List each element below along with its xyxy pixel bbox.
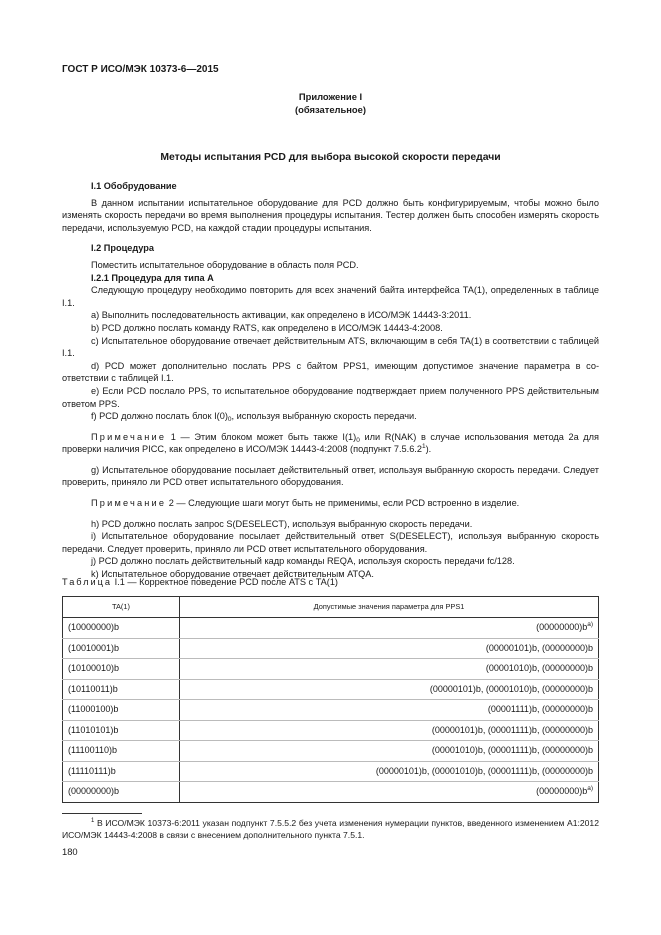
cell-pps: (00001111)b, (00000000)b [180,700,599,721]
note-1-text-2: или R(NAK) в случае использования метода 2а для проверки наличия PICC, как определено в ИСО/МЭК 14443-4:2008 (подпункт 7.5.6.2 [62,431,599,455]
page-number: 180 [62,846,78,857]
cell-ta: (10100010)b [63,659,180,680]
step-f-text: f) PCD должно послать блок I(0) [91,411,228,422]
step-b: b) PCD должно послать команду RATS, как определено в ИСО/МЭК 14443-4:2008. [91,322,443,333]
table-caption-label: Таблица [62,577,113,587]
cell-pps-value: (00000000)b [536,622,588,633]
step-e: e) Если PCD послало PPS, то испытательное оборудование подтверждает прием полученного PPS действительным ответом PPS. [62,385,599,409]
table-caption [62,576,338,589]
table-row [63,741,599,762]
col-header-pps: Допустимые значения параметра для PPS1 [180,597,599,618]
cell-pps: (00000101)b, (00001111)b, (00000000)b [180,720,599,741]
step-i: i) Испытательное оборудование посылает действительный ответ S(DESELECT), используя выбранную скорость передачи. Следует проверить, приняло ли PCD ответ испытательного оборудования. [62,531,599,554]
cell-ta: (10110011)b [63,679,180,700]
footnote-text: В ИСО/МЭК 10373-6:2011 указан подпункт 7.5.5.2 без учета изменения нумерации пунктов, введенного изменением А1:2012 ИСО/МЭК 14443-4:2008 в связи с внесением дополнительного пункта 7.5.1. [62,818,599,840]
cell-ta: (11000100)b [63,700,180,721]
cell-pps: (00000101)b, (00000000)b [180,638,599,659]
note-1 [62,431,599,456]
heading-type-a: I.2.1 Процедура для типа А [91,272,214,283]
table-row [63,700,599,721]
appendix-heading [0,90,661,116]
step-g: g) Испытательное оборудование посылает действительный ответ, используя выбранную скорость передачи. Следует проверить, приняло ли PCD ответ испытательного оборудования. [62,464,599,488]
step-f-tail: , используя выбранную скорость передачи. [231,411,417,422]
table-row [63,679,599,700]
para-procedure: Поместить испытательное оборудование в область поля PCD. [91,259,359,270]
para-intro: Следующую процедуру необходимо повторить для всех значений байта интерфейса TA(1), определенных в таблице I.1. [62,285,599,308]
cell-pps: (00001010)b, (00001111)b, (00000000)b [180,741,599,762]
table-row [63,638,599,659]
note-2-label: Примечание [91,498,167,509]
heading-equipment: I.1 Обобрудование [91,181,177,191]
cell-ta: (10000000)b [63,618,180,639]
note-1-subscript: 0 [356,436,360,444]
cell-ta: (11100110)b [63,741,180,762]
appendix-status: (обязательное) [295,104,366,115]
section-title: Методы испытания PCD для выбора высокой скорости передачи [160,152,501,163]
step-k: k) Испытательное оборудование отвечает действительным ATQA. [91,569,374,580]
step-a: а) Выполнить последовательность активации, как определено в ИСО/МЭК 14443-3:2011. [91,310,472,321]
document-header: ГОСТ Р ИСО/МЭК 10373-6—2015 [62,64,219,75]
cell-pps: (00001010)b, (00000000)b [180,659,599,680]
step-h: h) PCD должно послать запрос S(DESELECT), используя выбранную скорость передачи. [91,518,473,529]
note-2 [62,497,599,510]
pps-table [62,596,599,803]
step-f-subscript: 0 [227,416,232,424]
table-header-row [63,597,599,618]
note-1-end: ). [425,444,432,455]
col-header-ta: TA(1) [63,597,180,618]
footnote [62,817,599,841]
note-1-footnote-ref[interactable]: 1 [421,443,426,451]
footnote-mark: 1 [91,818,95,824]
table-footnote-mark: a) [587,621,593,629]
table-caption-text: I.1 — Корректное поведение PCD после ATS с TA(1) [112,577,338,587]
note-1-text: 1 — Этим блоком может быть также I(1) [166,431,357,442]
cell-ta: (10010001)b [63,638,180,659]
cell-ta: (11010101)b [63,720,180,741]
step-d: d) PCD может дополнительно послать PPS с байтом PPS1, имеющим допустимое значение параметра в соответствии с таблицей I.1. [62,360,599,384]
footnote-divider [62,813,142,814]
table-footnote-mark: a) [587,785,593,793]
cell-pps-value: (00000000)b [536,786,588,797]
table-row [63,618,599,639]
table-row [63,720,599,741]
cell-pps: (00000101)b, (00001010)b, (00000000)b [180,679,599,700]
table-row [63,659,599,680]
cell-ta: (00000000)b [63,782,180,803]
cell-pps [180,782,599,803]
para-equipment: В данном испытании испытательное оборудование для PCD должно быть конфигурируемым, чтобы можно было изменять скорость передачи во время выполнения процедуры испытания. Тестер должен быть способен измерять скорость передачи, используемую PCD, на каждой стадии процедуры испытания. [62,197,599,233]
cell-ta: (11110111)b [63,761,180,782]
heading-procedure: I.2 Процедура [91,243,155,254]
document-body [62,180,599,581]
cell-pps [180,618,599,639]
table-row [63,782,599,803]
step-f [62,410,599,423]
step-j: j) PCD должно послать действительный кадр команды REQA, используя скорость передачи fc/128. [91,556,515,567]
table-row [63,761,599,782]
appendix-title: Приложение I [298,91,363,102]
cell-pps: (00000101)b, (00001010)b, (00001111)b, (00000000)b [180,761,599,782]
step-c: c) Испытательное оборудование отвечает действительным ATS, включающим в себя TA(1) в соответствии с таблицей I.1. [62,335,599,359]
note-2-text: 2 — Следующие шаги могут быть не применимы, если PCD встроенно в изделие. [166,498,520,509]
note-1-label: Примечание [91,431,167,442]
